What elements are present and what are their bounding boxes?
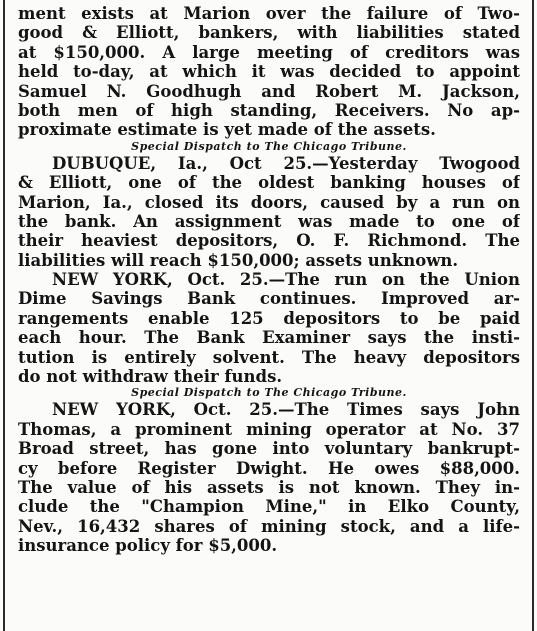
article-line: NEW YORK, Oct. 25.—The run on the Union	[52, 270, 520, 290]
article-line: clude the "Champion Mine," in Elko County,	[18, 497, 520, 517]
article-line: each hour. The Bank Examiner says the insti-	[18, 328, 520, 348]
article-line: Nev., 16,432 shares of mining stock, and a life-	[18, 516, 520, 536]
article-line: DUBUQUE, Ia., Oct 25.—Yesterday Twogood	[52, 153, 520, 173]
article-line: Samuel N. Goodhugh and Robert M. Jackson,	[18, 81, 520, 101]
article-line: proximate estimate is yet made of the assets.	[18, 120, 436, 140]
article-line: liabilities will reach $150,000; assets unknown.	[18, 250, 459, 270]
article-column	[18, 4, 520, 556]
article-line: rangements enable 125 depositors to be paid	[18, 308, 520, 328]
article-line: held to-day, at which it was decided to appoint	[18, 62, 520, 82]
article-line: The value of his assets is not known. They in-	[18, 477, 520, 497]
article-line: the bank. An assignment was made to one of	[18, 211, 520, 231]
article-line: tution is entirely solvent. The heavy depositors	[18, 347, 520, 367]
article-line: do not withdraw their funds.	[18, 367, 283, 387]
article-line: Dime Savings Bank continues. Improved ar-	[18, 289, 520, 309]
article-line: good & Elliott, bankers, with liabilities stated	[18, 23, 520, 43]
article-line: at $150,000. A large meeting of creditors was	[18, 42, 520, 62]
article-line: insurance policy for $5,000.	[18, 536, 278, 556]
article-line: ment exists at Marion over the failure of Two-	[18, 4, 520, 23]
article-line: Thomas, a prominent mining operator at No. 37	[18, 419, 520, 439]
article-line: & Elliott, one of the oldest banking houses of	[18, 173, 520, 193]
dispatch-dateline: Special Dispatch to The Chicago Tribune.	[131, 386, 407, 400]
article-line: their heaviest depositors, O. F. Richmond. The	[18, 231, 520, 251]
column-rule-right	[532, 0, 534, 631]
column-rule-left	[3, 0, 5, 631]
article-line: Marion, Ia., closed its doors, caused by a run on	[18, 192, 520, 212]
article-line: Broad street, has gone into voluntary bankrupt-	[18, 439, 520, 459]
article-line: NEW YORK, Oct. 25.—The Times says John	[52, 400, 520, 420]
dispatch-dateline: Special Dispatch to The Chicago Tribune.	[131, 139, 407, 153]
article-line: both men of high standing, Receivers. No ap-	[18, 100, 520, 120]
article-line: cy before Register Dwight. He owes $88,000.	[18, 458, 520, 478]
